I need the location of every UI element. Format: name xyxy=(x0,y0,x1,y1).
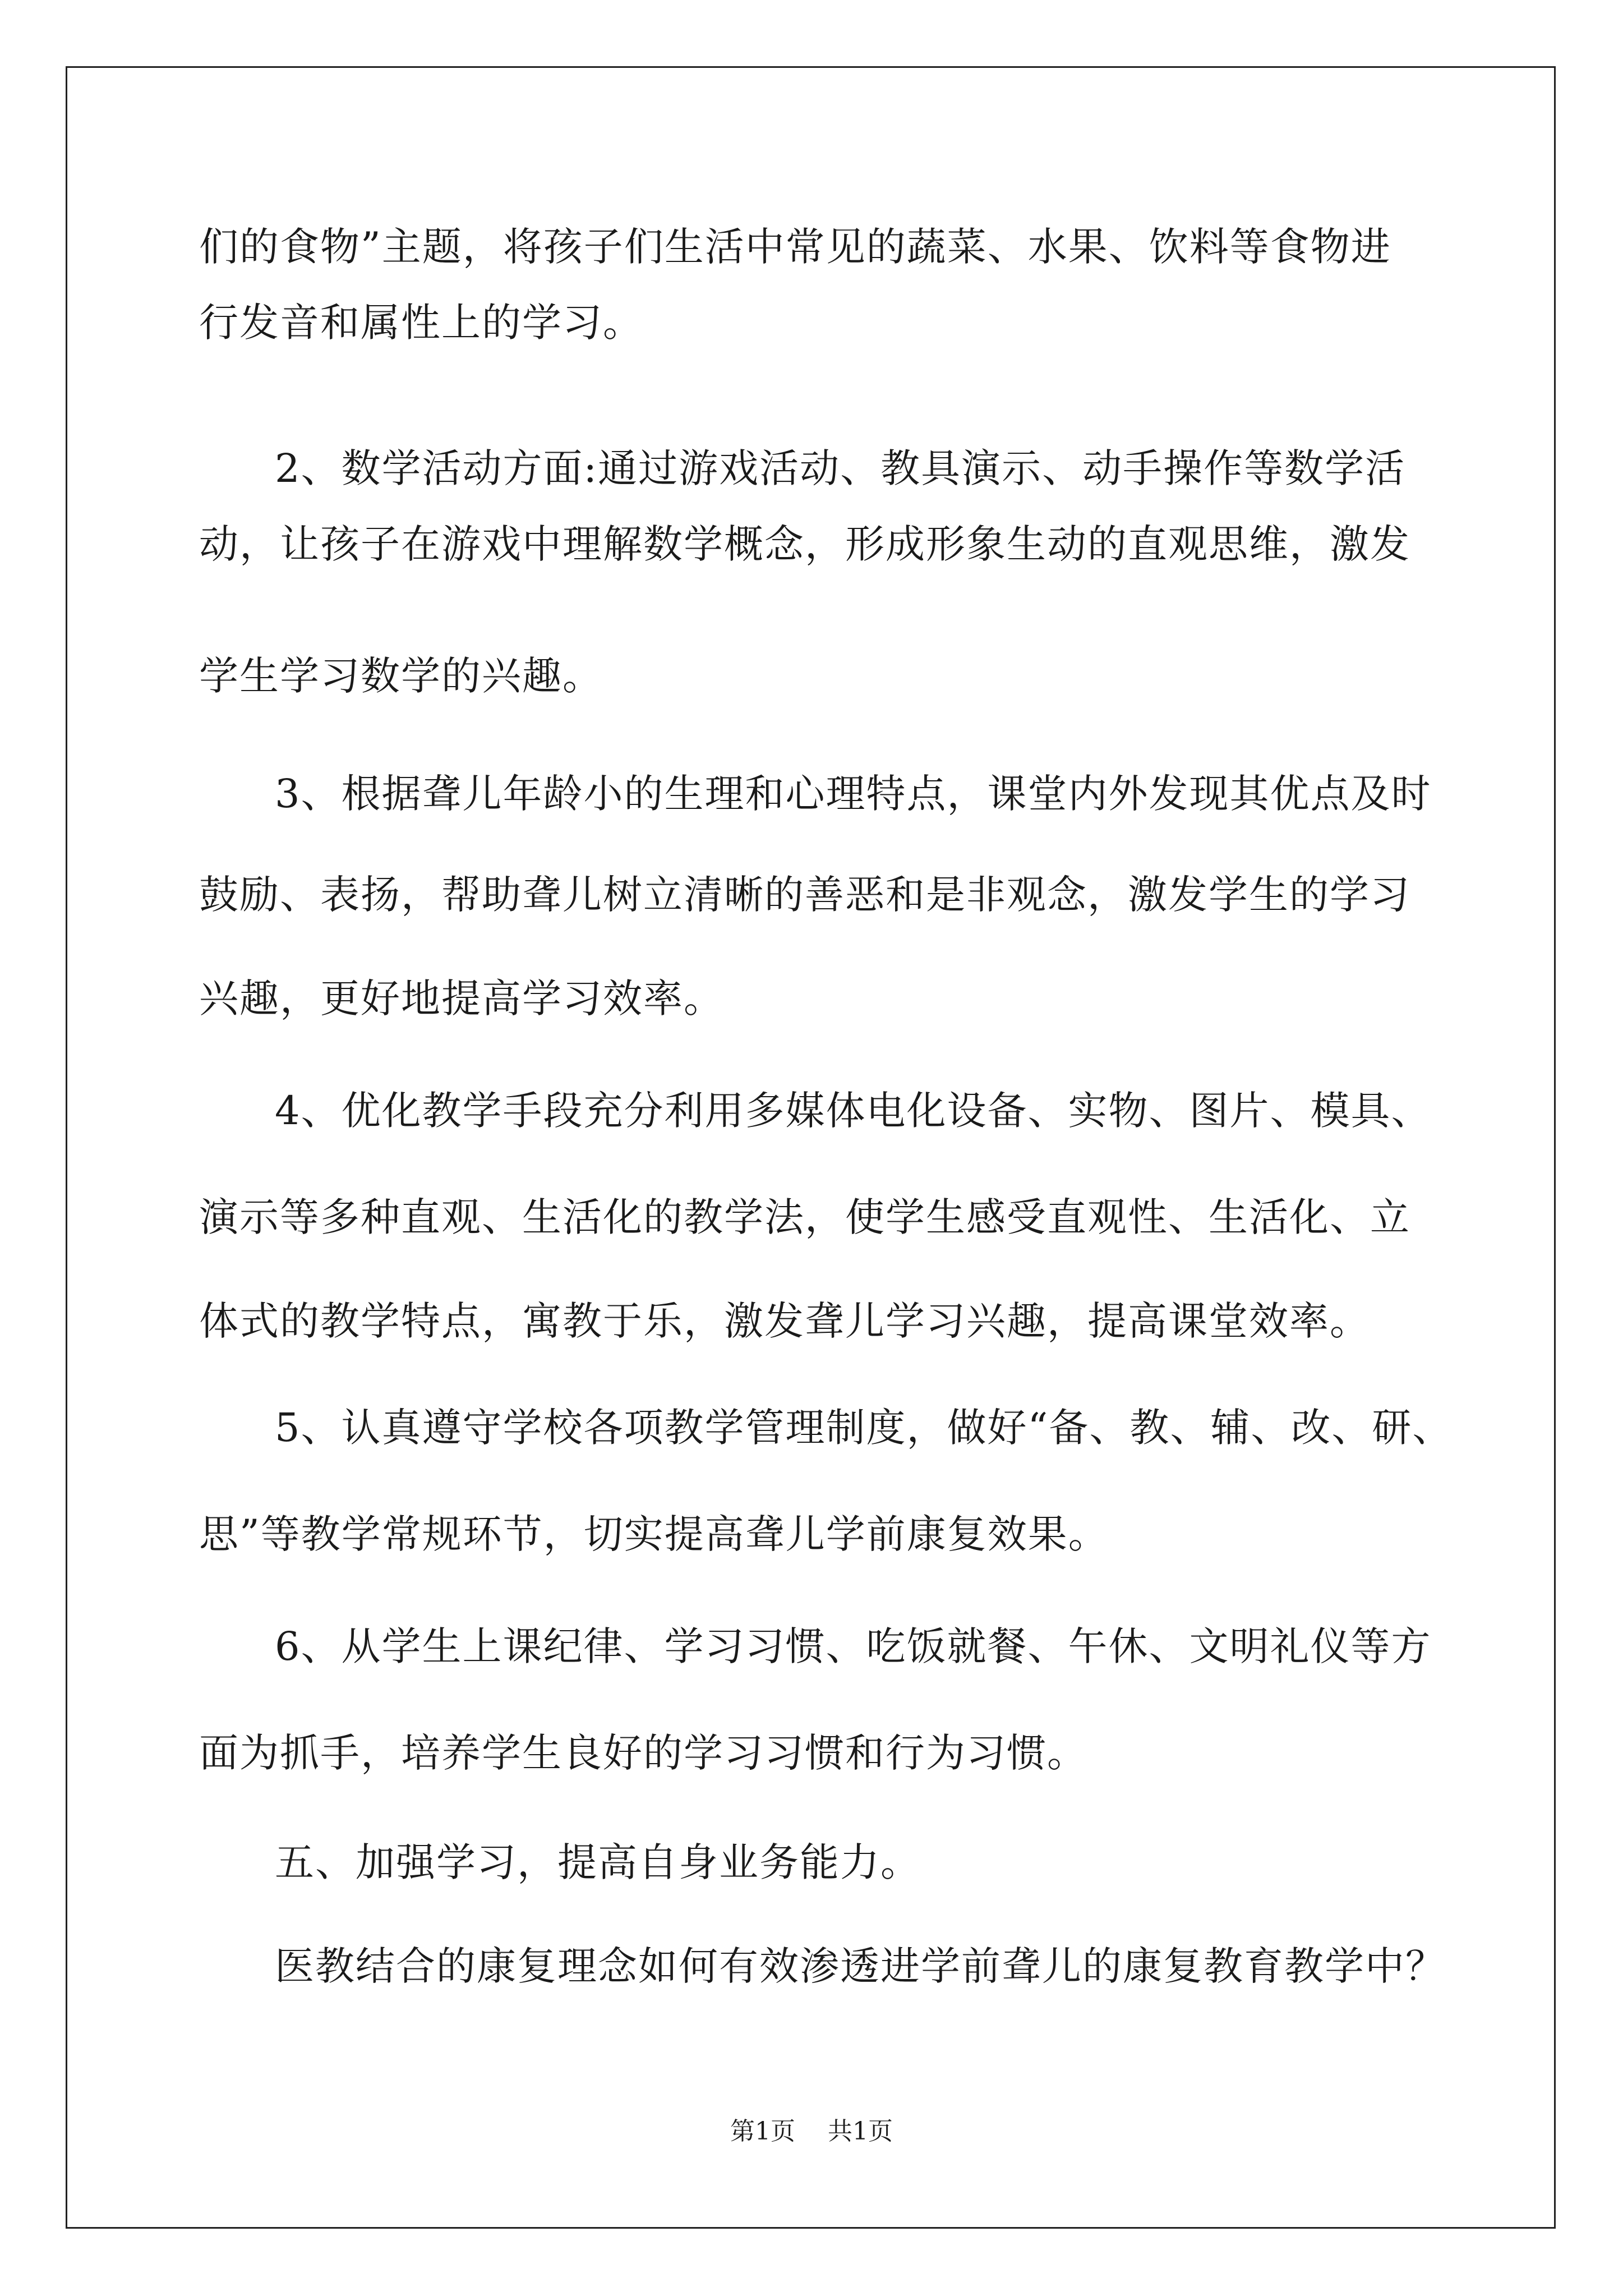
paragraph-5-line: 5、认真遵守学校各项教学管理制度，做好“备、教、辅、改、研、 xyxy=(275,1405,1453,1451)
page-border xyxy=(66,66,1556,2229)
paragraph-4-line: 4、优化教学手段充分利用多媒体电化设备、实物、图片、模具、 xyxy=(275,1088,1432,1134)
paragraph-2-line: 2、数学活动方面:通过游戏活动、教具演示、动手操作等数学活 xyxy=(275,445,1406,491)
page-footer xyxy=(0,2115,1623,2148)
text-line: 们的食物”主题，将孩子们生活中常见的蔬菜、水果、饮料等食物进 xyxy=(199,224,1391,270)
text-line: 鼓励、表扬，帮助聋儿树立清晰的善恶和是非观念，激发学生的学习 xyxy=(199,872,1410,918)
page-total: 共1页 xyxy=(828,2117,893,2146)
text-line: 兴趣，更好地提高学习效率。 xyxy=(199,976,724,1022)
text-line: 行发音和属性上的学习。 xyxy=(199,300,643,346)
text-line: 面为抓手，培养学生良好的学习习惯和行为习惯。 xyxy=(199,1730,1087,1776)
page-number: 第1页 xyxy=(730,2117,795,2146)
text-line: 演示等多种直观、生活化的教学法，使学生感受直观性、生活化、立 xyxy=(199,1194,1410,1240)
text-line: 体式的教学特点，寓教于乐，激发聋儿学习兴趣，提高课堂效率。 xyxy=(199,1298,1370,1344)
question-line: 医教结合的康复理念如何有效渗透进学前聋儿的康复教育教学中？ xyxy=(275,1943,1446,1989)
paragraph-3-line: 3、根据聋儿年龄小的生理和心理特点，课堂内外发现其优点及时 xyxy=(275,771,1432,817)
paragraph-6-line: 6、从学生上课纪律、学习习惯、吃饭就餐、午休、文明礼仪等方 xyxy=(275,1623,1432,1669)
section-heading: 五、加强学习，提高自身业务能力。 xyxy=(275,1839,921,1885)
text-line: 思”等教学常规环节，切实提高聋儿学前康复效果。 xyxy=(199,1511,1109,1557)
text-line: 动，让孩子在游戏中理解数学概念，形成形象生动的直观思维，激发 xyxy=(199,521,1410,567)
text-line: 学生学习数学的兴趣。 xyxy=(199,653,603,699)
